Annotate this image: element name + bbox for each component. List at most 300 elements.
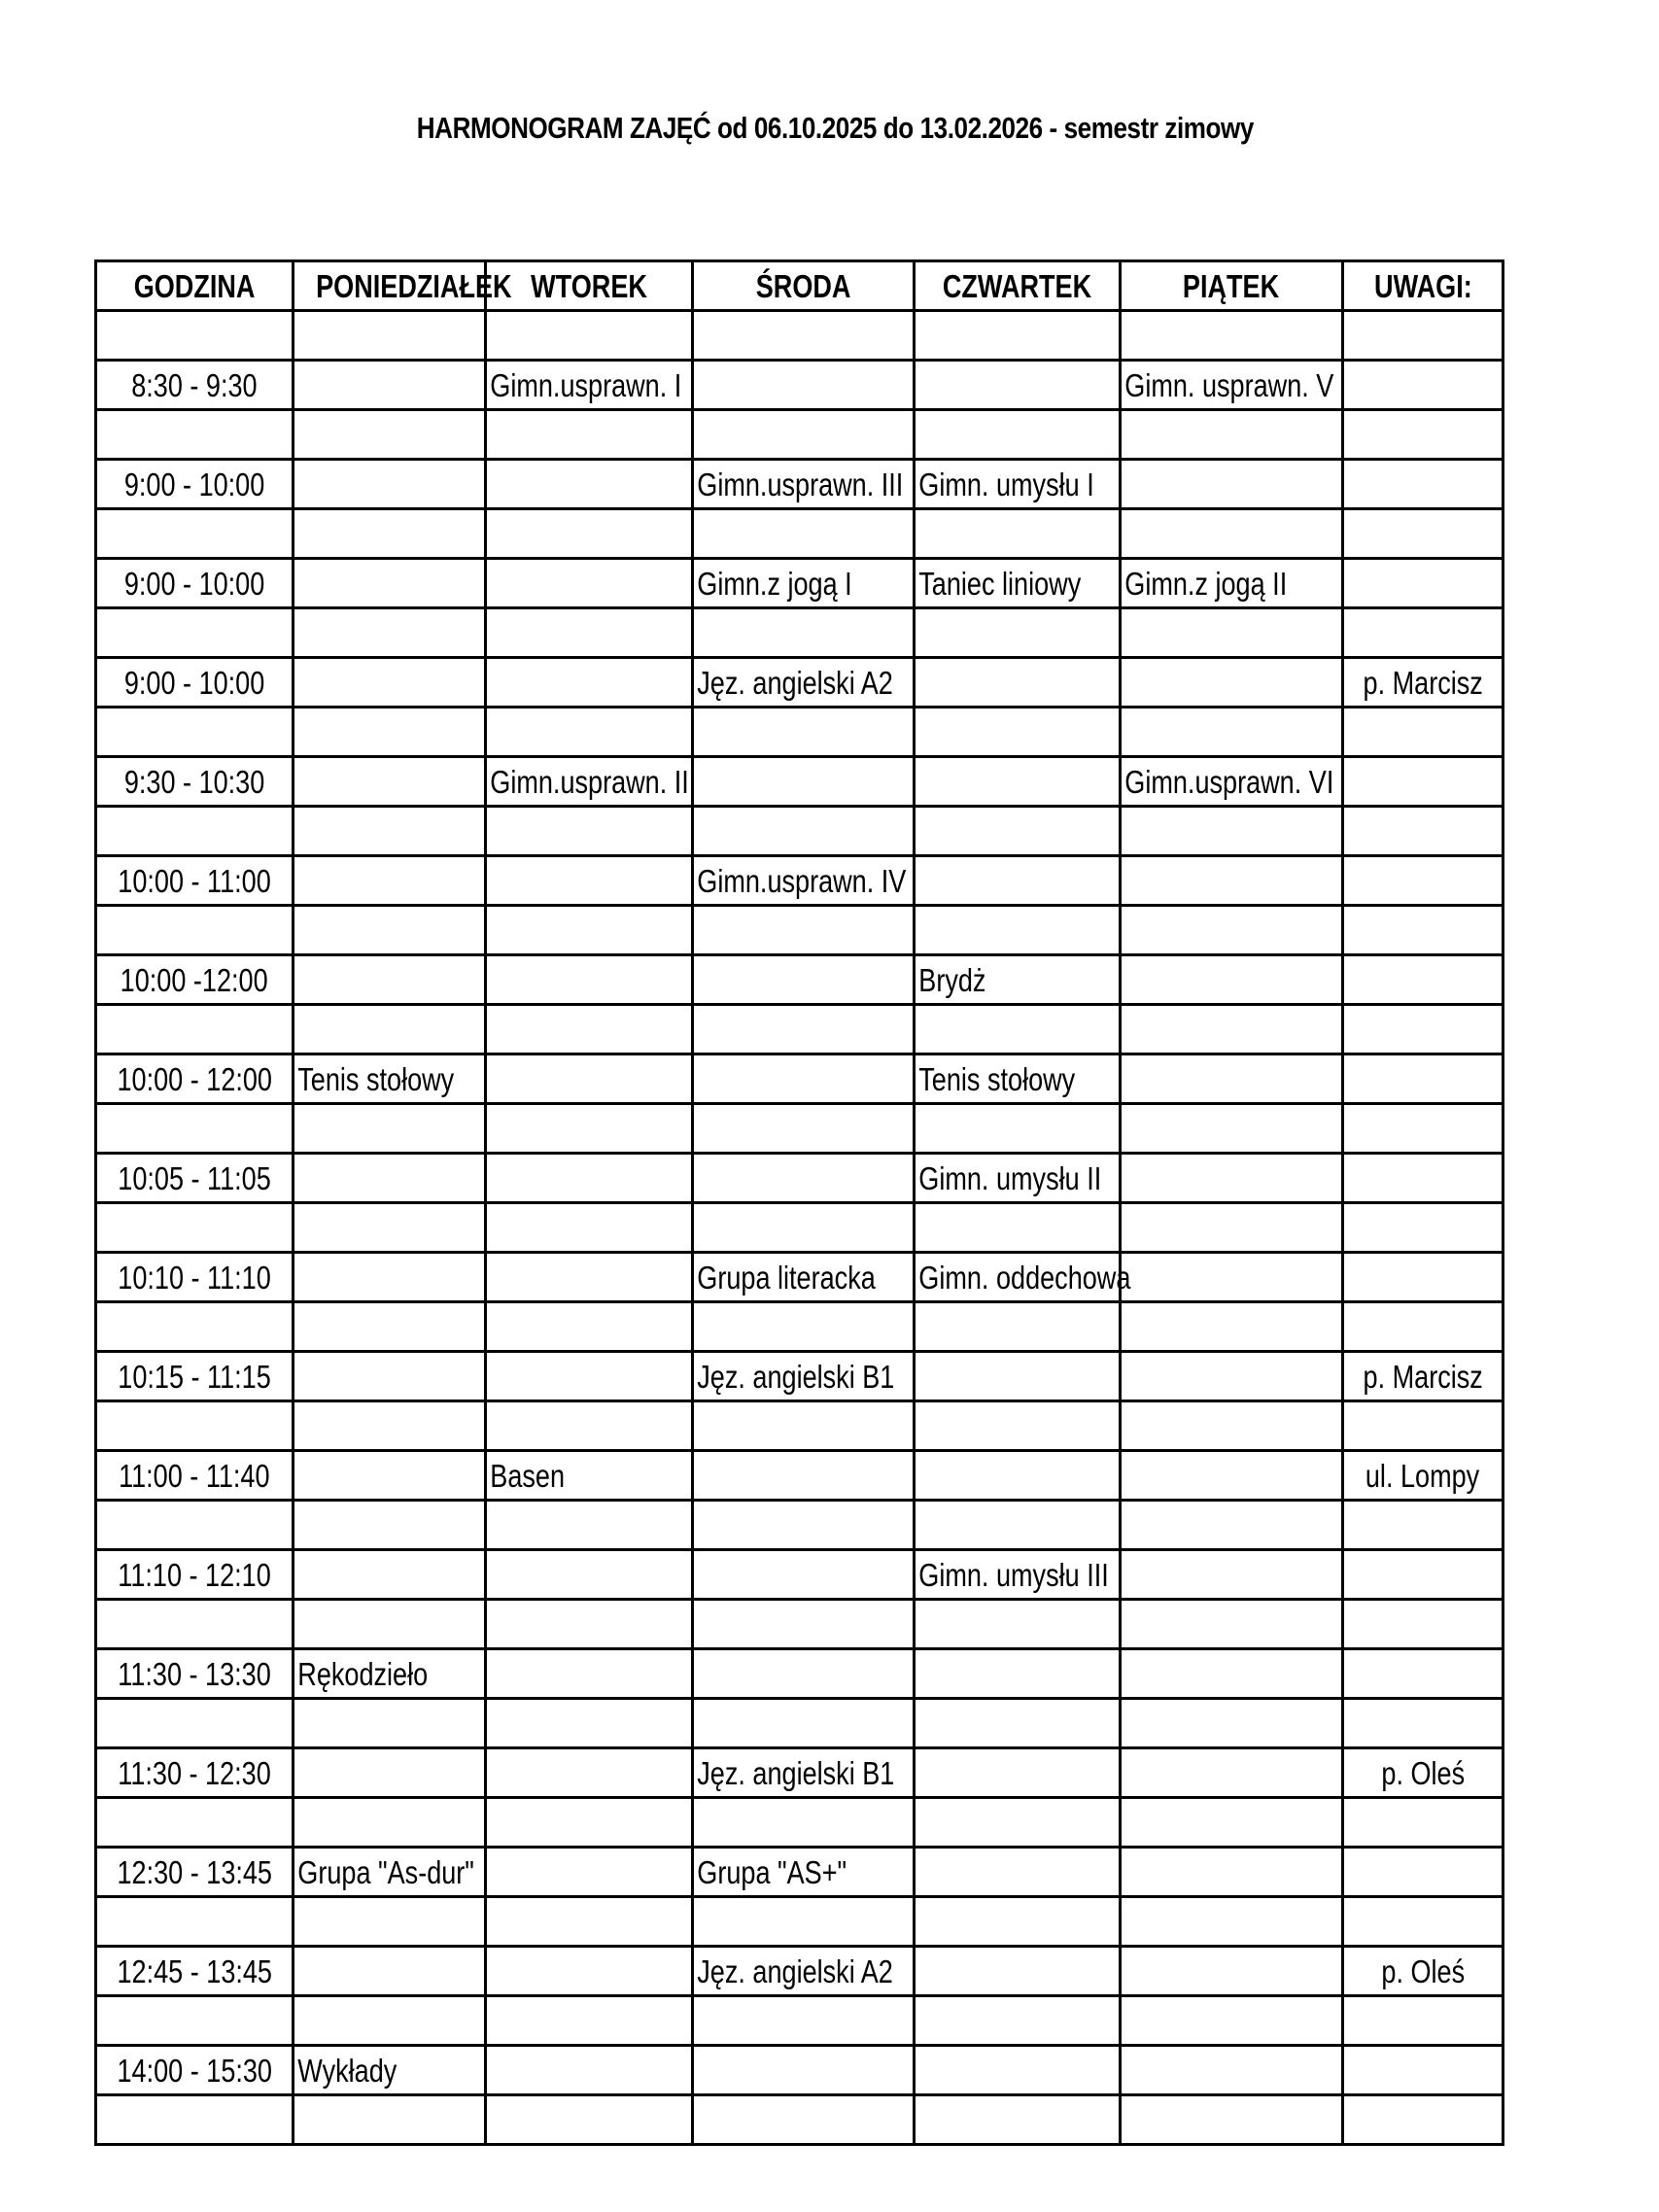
empty-cell bbox=[486, 1005, 693, 1054]
table-row bbox=[96, 2046, 1503, 2095]
empty-cell bbox=[693, 1501, 915, 1550]
cell-wtorek bbox=[486, 757, 693, 807]
table-row bbox=[96, 658, 1503, 708]
empty-cell bbox=[486, 1996, 693, 2046]
empty-cell bbox=[1343, 1104, 1503, 1154]
cell-wtorek bbox=[486, 856, 693, 906]
cell-godzina bbox=[96, 955, 294, 1005]
cell-text: Grupa literacka bbox=[697, 1259, 876, 1296]
cell-sroda bbox=[693, 1947, 915, 1996]
empty-cell bbox=[1343, 2095, 1503, 2145]
empty-cell bbox=[486, 906, 693, 955]
empty-cell bbox=[1121, 1798, 1343, 1848]
empty-cell bbox=[486, 1401, 693, 1451]
cell-text: Wykłady bbox=[297, 2052, 397, 2089]
empty-cell bbox=[693, 509, 915, 559]
cell-text: Jęz. angielski A2 bbox=[697, 1953, 893, 1989]
header-czwartek: CZWARTEK bbox=[915, 261, 1121, 311]
empty-cell bbox=[1121, 1302, 1343, 1352]
empty-cell bbox=[294, 1501, 486, 1550]
empty-cell bbox=[96, 1401, 294, 1451]
cell-uwagi bbox=[1343, 1054, 1503, 1104]
cell-piatek bbox=[1121, 2046, 1343, 2095]
empty-cell bbox=[1343, 1401, 1503, 1451]
header-row bbox=[96, 261, 1503, 311]
cell-godzina bbox=[96, 2046, 294, 2095]
header-wtorek: WTOREK bbox=[486, 261, 693, 311]
empty-cell bbox=[1343, 1699, 1503, 1748]
empty-cell bbox=[486, 1302, 693, 1352]
cell-poniedzialek bbox=[294, 460, 486, 509]
cell-czwartek bbox=[915, 1253, 1131, 1302]
cell-text: 9:30 - 10:30 bbox=[123, 763, 265, 800]
cell-wtorek bbox=[486, 1352, 693, 1401]
table-row bbox=[96, 1054, 1503, 1104]
cell-text: Brydż bbox=[918, 961, 986, 998]
cell-wtorek bbox=[486, 955, 693, 1005]
empty-cell bbox=[294, 311, 486, 361]
cell-czwartek bbox=[915, 559, 1121, 608]
cell-wtorek bbox=[486, 2046, 693, 2095]
cell-uwagi bbox=[1343, 955, 1503, 1005]
header-poniedzialek: PONIEDZIAŁEK bbox=[294, 261, 486, 311]
cell-uwagi bbox=[1343, 1848, 1503, 1897]
empty-cell bbox=[693, 1798, 915, 1848]
cell-text: p. Oleś bbox=[1381, 1754, 1465, 1791]
empty-cell bbox=[1343, 807, 1503, 856]
cell-piatek bbox=[1121, 1550, 1343, 1600]
cell-text: ul. Lompy bbox=[1365, 1457, 1480, 1494]
cell-wtorek bbox=[486, 1947, 693, 1996]
cell-text: 10:10 - 11:10 bbox=[118, 1259, 271, 1296]
empty-cell bbox=[915, 1600, 1121, 1649]
empty-cell bbox=[1121, 1203, 1343, 1253]
cell-wtorek bbox=[486, 1253, 693, 1302]
cell-sroda bbox=[693, 1649, 915, 1699]
empty-cell bbox=[294, 1699, 486, 1748]
empty-cell bbox=[294, 608, 486, 658]
spacer-row bbox=[96, 509, 1503, 559]
table-row bbox=[96, 559, 1503, 608]
cell-text: Gimn.z jogą II bbox=[1124, 565, 1288, 602]
empty-cell bbox=[915, 1897, 1121, 1947]
table-row bbox=[96, 1451, 1503, 1501]
empty-cell bbox=[486, 509, 693, 559]
cell-godzina bbox=[96, 757, 294, 807]
cell-text: 11:30 - 12:30 bbox=[118, 1754, 271, 1791]
empty-cell bbox=[486, 708, 693, 757]
empty-cell bbox=[1343, 1501, 1503, 1550]
table-row bbox=[96, 361, 1503, 410]
cell-poniedzialek bbox=[294, 1550, 486, 1600]
cell-uwagi bbox=[1343, 1947, 1503, 1996]
empty-cell bbox=[1343, 608, 1503, 658]
empty-cell bbox=[486, 1699, 693, 1748]
cell-piatek bbox=[1121, 1054, 1343, 1104]
cell-uwagi bbox=[1343, 658, 1503, 708]
empty-cell bbox=[693, 1104, 915, 1154]
cell-poniedzialek bbox=[294, 856, 486, 906]
empty-cell bbox=[294, 1600, 486, 1649]
empty-cell bbox=[294, 1996, 486, 2046]
empty-cell bbox=[486, 1897, 693, 1947]
cell-poniedzialek bbox=[294, 1054, 486, 1104]
header-piatek: PIĄTEK bbox=[1121, 261, 1343, 311]
empty-cell bbox=[1121, 1501, 1343, 1550]
cell-poniedzialek bbox=[294, 2046, 486, 2095]
cell-sroda bbox=[693, 559, 915, 608]
cell-wtorek bbox=[486, 1748, 693, 1798]
empty-cell bbox=[294, 1798, 486, 1848]
cell-text: Jęz. angielski A2 bbox=[697, 664, 893, 701]
empty-cell bbox=[96, 410, 294, 460]
cell-text: Gimn.usprawn. III bbox=[697, 466, 904, 502]
cell-piatek bbox=[1121, 1352, 1343, 1401]
empty-cell bbox=[1343, 311, 1503, 361]
cell-piatek bbox=[1121, 460, 1343, 509]
cell-wtorek bbox=[486, 559, 693, 608]
cell-czwartek bbox=[915, 1748, 1121, 1798]
empty-cell bbox=[96, 1005, 294, 1054]
cell-sroda bbox=[693, 1154, 915, 1203]
empty-cell bbox=[294, 1203, 486, 1253]
empty-cell bbox=[1121, 1005, 1343, 1054]
cell-uwagi bbox=[1343, 1649, 1503, 1699]
spacer-row bbox=[96, 708, 1503, 757]
cell-sroda bbox=[693, 856, 915, 906]
cell-poniedzialek bbox=[294, 1748, 486, 1798]
cell-czwartek bbox=[915, 1848, 1121, 1897]
empty-cell bbox=[96, 906, 294, 955]
cell-text: Gimn.usprawn. I bbox=[490, 366, 682, 403]
cell-text: Gimn. oddechowa bbox=[918, 1259, 1131, 1296]
empty-cell bbox=[1343, 410, 1503, 460]
cell-sroda bbox=[693, 1054, 915, 1104]
cell-text: 10:15 - 11:15 bbox=[118, 1358, 271, 1395]
cell-czwartek bbox=[915, 2046, 1121, 2095]
empty-cell bbox=[96, 1699, 294, 1748]
cell-piatek bbox=[1121, 1649, 1343, 1699]
empty-cell bbox=[1121, 1897, 1343, 1947]
spacer-row bbox=[96, 1104, 1503, 1154]
cell-text: Gimn. umysłu I bbox=[918, 466, 1094, 502]
cell-sroda bbox=[693, 2046, 915, 2095]
spacer-row bbox=[96, 1798, 1503, 1848]
cell-godzina bbox=[96, 1253, 294, 1302]
header-uwagi: UWAGI: bbox=[1343, 261, 1503, 311]
empty-cell bbox=[915, 1401, 1121, 1451]
cell-godzina bbox=[96, 559, 294, 608]
empty-cell bbox=[96, 311, 294, 361]
cell-piatek bbox=[1121, 1154, 1343, 1203]
cell-piatek bbox=[1121, 955, 1343, 1005]
cell-uwagi bbox=[1343, 2046, 1503, 2095]
empty-cell bbox=[915, 1302, 1121, 1352]
cell-piatek bbox=[1121, 559, 1343, 608]
cell-text: p. Oleś bbox=[1381, 1953, 1465, 1989]
cell-godzina bbox=[96, 1054, 294, 1104]
cell-wtorek bbox=[486, 1154, 693, 1203]
cell-text: 9:00 - 10:00 bbox=[123, 664, 265, 701]
cell-uwagi bbox=[1343, 1451, 1503, 1501]
cell-text: Tenis stołowy bbox=[297, 1060, 455, 1097]
table-row bbox=[96, 1748, 1503, 1798]
empty-cell bbox=[486, 311, 693, 361]
table-row bbox=[96, 757, 1503, 807]
empty-cell bbox=[1121, 906, 1343, 955]
cell-uwagi bbox=[1343, 1748, 1503, 1798]
cell-czwartek bbox=[915, 1451, 1121, 1501]
table-row bbox=[96, 1253, 1503, 1302]
cell-text: Basen bbox=[490, 1457, 566, 1494]
cell-sroda bbox=[693, 1550, 915, 1600]
cell-wtorek bbox=[486, 1649, 693, 1699]
cell-godzina bbox=[96, 1947, 294, 1996]
cell-uwagi bbox=[1343, 1550, 1503, 1600]
cell-sroda bbox=[693, 1253, 915, 1302]
cell-uwagi bbox=[1343, 460, 1503, 509]
cell-sroda bbox=[693, 460, 915, 509]
cell-text: 8:30 - 9:30 bbox=[131, 366, 258, 403]
cell-sroda bbox=[693, 757, 915, 807]
table-row bbox=[96, 1154, 1503, 1203]
cell-czwartek bbox=[915, 955, 1121, 1005]
spacer-row bbox=[96, 1005, 1503, 1054]
cell-godzina bbox=[96, 1451, 294, 1501]
spacer-row bbox=[96, 1401, 1503, 1451]
cell-text: 9:00 - 10:00 bbox=[123, 466, 265, 502]
empty-cell bbox=[693, 2095, 915, 2145]
empty-cell bbox=[1121, 410, 1343, 460]
empty-cell bbox=[693, 1005, 915, 1054]
empty-cell bbox=[294, 708, 486, 757]
empty-cell bbox=[915, 1104, 1121, 1154]
empty-cell bbox=[1121, 1600, 1343, 1649]
table-row bbox=[96, 856, 1503, 906]
empty-cell bbox=[1343, 906, 1503, 955]
empty-cell bbox=[294, 2095, 486, 2145]
cell-poniedzialek bbox=[294, 955, 486, 1005]
cell-piatek bbox=[1121, 361, 1343, 410]
empty-cell bbox=[693, 410, 915, 460]
cell-piatek bbox=[1121, 856, 1343, 906]
cell-godzina bbox=[96, 361, 294, 410]
empty-cell bbox=[1343, 1302, 1503, 1352]
empty-cell bbox=[915, 1996, 1121, 2046]
empty-cell bbox=[1343, 708, 1503, 757]
empty-cell bbox=[1343, 1600, 1503, 1649]
cell-text: Rękodzieło bbox=[297, 1655, 429, 1692]
empty-cell bbox=[96, 1302, 294, 1352]
spacer-row bbox=[96, 311, 1503, 361]
spacer-row bbox=[96, 608, 1503, 658]
cell-text: 14:00 - 15:30 bbox=[117, 2052, 272, 2089]
table-row bbox=[96, 955, 1503, 1005]
header-sroda: ŚRODA bbox=[693, 261, 915, 311]
cell-czwartek bbox=[915, 361, 1121, 410]
cell-czwartek bbox=[915, 856, 1121, 906]
empty-cell bbox=[1121, 608, 1343, 658]
empty-cell bbox=[486, 608, 693, 658]
cell-text: 12:30 - 13:45 bbox=[117, 1853, 272, 1890]
empty-cell bbox=[486, 1104, 693, 1154]
cell-piatek bbox=[1121, 1253, 1343, 1302]
cell-text: Gimn.z jogą I bbox=[697, 565, 852, 602]
schedule-body bbox=[96, 311, 1503, 2145]
cell-poniedzialek bbox=[294, 1154, 486, 1203]
empty-cell bbox=[915, 1798, 1121, 1848]
empty-cell bbox=[486, 1798, 693, 1848]
cell-poniedzialek bbox=[294, 658, 486, 708]
empty-cell bbox=[96, 608, 294, 658]
empty-cell bbox=[693, 311, 915, 361]
cell-text: p. Marcisz bbox=[1363, 664, 1483, 701]
cell-godzina bbox=[96, 1154, 294, 1203]
cell-czwartek bbox=[915, 460, 1121, 509]
empty-cell bbox=[693, 1600, 915, 1649]
empty-cell bbox=[96, 807, 294, 856]
empty-cell bbox=[1343, 1203, 1503, 1253]
spacer-row bbox=[96, 2095, 1503, 2145]
cell-text: 11:00 - 11:40 bbox=[119, 1457, 270, 1494]
spacer-row bbox=[96, 1897, 1503, 1947]
empty-cell bbox=[96, 708, 294, 757]
cell-godzina bbox=[96, 658, 294, 708]
empty-cell bbox=[693, 708, 915, 757]
cell-godzina bbox=[96, 1748, 294, 1798]
cell-czwartek bbox=[915, 1154, 1121, 1203]
cell-czwartek bbox=[915, 1649, 1121, 1699]
empty-cell bbox=[1343, 1996, 1503, 2046]
cell-sroda bbox=[693, 1451, 915, 1501]
empty-cell bbox=[915, 410, 1121, 460]
empty-cell bbox=[693, 1302, 915, 1352]
empty-cell bbox=[96, 1600, 294, 1649]
empty-cell bbox=[693, 1996, 915, 2046]
spacer-row bbox=[96, 1302, 1503, 1352]
empty-cell bbox=[1343, 509, 1503, 559]
table-row bbox=[96, 1649, 1503, 1699]
table-row bbox=[96, 460, 1503, 509]
cell-text: 10:00 - 11:00 bbox=[118, 862, 271, 899]
empty-cell bbox=[1121, 1401, 1343, 1451]
cell-text: 12:45 - 13:45 bbox=[117, 1953, 272, 1989]
cell-godzina bbox=[96, 1550, 294, 1600]
spacer-row bbox=[96, 807, 1503, 856]
empty-cell bbox=[915, 311, 1121, 361]
empty-cell bbox=[486, 410, 693, 460]
empty-cell bbox=[1121, 807, 1343, 856]
cell-wtorek bbox=[486, 1550, 693, 1600]
empty-cell bbox=[294, 1401, 486, 1451]
empty-cell bbox=[693, 1401, 915, 1451]
cell-poniedzialek bbox=[294, 1848, 486, 1897]
cell-wtorek bbox=[486, 1054, 693, 1104]
empty-cell bbox=[294, 509, 486, 559]
cell-text: 10:00 -12:00 bbox=[121, 961, 268, 998]
cell-uwagi bbox=[1343, 559, 1503, 608]
empty-cell bbox=[96, 509, 294, 559]
cell-sroda bbox=[693, 658, 915, 708]
cell-text: Jęz. angielski B1 bbox=[697, 1754, 895, 1791]
cell-sroda bbox=[693, 955, 915, 1005]
cell-uwagi bbox=[1343, 361, 1503, 410]
empty-cell bbox=[294, 1104, 486, 1154]
empty-cell bbox=[693, 807, 915, 856]
empty-cell bbox=[96, 1104, 294, 1154]
empty-cell bbox=[1343, 1005, 1503, 1054]
empty-cell bbox=[915, 807, 1121, 856]
empty-cell bbox=[693, 1699, 915, 1748]
cell-poniedzialek bbox=[294, 1451, 486, 1501]
empty-cell bbox=[915, 608, 1121, 658]
empty-cell bbox=[693, 608, 915, 658]
cell-wtorek bbox=[486, 361, 693, 410]
cell-piatek bbox=[1121, 658, 1343, 708]
cell-text: Gimn. usprawn. V bbox=[1124, 366, 1334, 403]
cell-sroda bbox=[693, 1848, 915, 1897]
empty-cell bbox=[693, 1203, 915, 1253]
cell-godzina bbox=[96, 1649, 294, 1699]
cell-poniedzialek bbox=[294, 559, 486, 608]
empty-cell bbox=[96, 1798, 294, 1848]
empty-cell bbox=[915, 2095, 1121, 2145]
cell-text: Taniec liniowy bbox=[918, 565, 1082, 602]
cell-czwartek bbox=[915, 1352, 1121, 1401]
cell-czwartek bbox=[915, 1947, 1121, 1996]
empty-cell bbox=[693, 1897, 915, 1947]
empty-cell bbox=[294, 410, 486, 460]
cell-text: 9:00 - 10:00 bbox=[123, 565, 265, 602]
empty-cell bbox=[96, 1996, 294, 2046]
cell-czwartek bbox=[915, 1550, 1121, 1600]
cell-uwagi bbox=[1343, 856, 1503, 906]
spacer-row bbox=[96, 1996, 1503, 2046]
empty-cell bbox=[96, 2095, 294, 2145]
empty-cell bbox=[1121, 1104, 1343, 1154]
cell-poniedzialek bbox=[294, 1649, 486, 1699]
empty-cell bbox=[1121, 708, 1343, 757]
empty-cell bbox=[96, 1501, 294, 1550]
cell-poniedzialek bbox=[294, 361, 486, 410]
table-row bbox=[96, 1352, 1503, 1401]
spacer-row bbox=[96, 410, 1503, 460]
cell-godzina bbox=[96, 1848, 294, 1897]
empty-cell bbox=[915, 708, 1121, 757]
spacer-row bbox=[96, 1600, 1503, 1649]
cell-text: Grupa "As-dur" bbox=[297, 1853, 474, 1890]
empty-cell bbox=[486, 1203, 693, 1253]
cell-czwartek bbox=[915, 757, 1121, 807]
cell-piatek bbox=[1121, 1848, 1343, 1897]
cell-text: Tenis stołowy bbox=[918, 1060, 1076, 1097]
cell-text: Jęz. angielski B1 bbox=[697, 1358, 895, 1395]
cell-wtorek bbox=[486, 1451, 693, 1501]
cell-text: Gimn.usprawn. VI bbox=[1124, 763, 1334, 800]
cell-poniedzialek bbox=[294, 1947, 486, 1996]
cell-uwagi bbox=[1343, 1154, 1503, 1203]
cell-text: 11:30 - 13:30 bbox=[118, 1655, 271, 1692]
cell-poniedzialek bbox=[294, 1253, 486, 1302]
cell-wtorek bbox=[486, 1848, 693, 1897]
cell-piatek bbox=[1121, 1947, 1343, 1996]
schedule-table bbox=[94, 259, 1504, 2146]
empty-cell bbox=[294, 906, 486, 955]
empty-cell bbox=[486, 2095, 693, 2145]
empty-cell bbox=[294, 807, 486, 856]
empty-cell bbox=[96, 1203, 294, 1253]
cell-text: p. Marcisz bbox=[1363, 1358, 1483, 1395]
